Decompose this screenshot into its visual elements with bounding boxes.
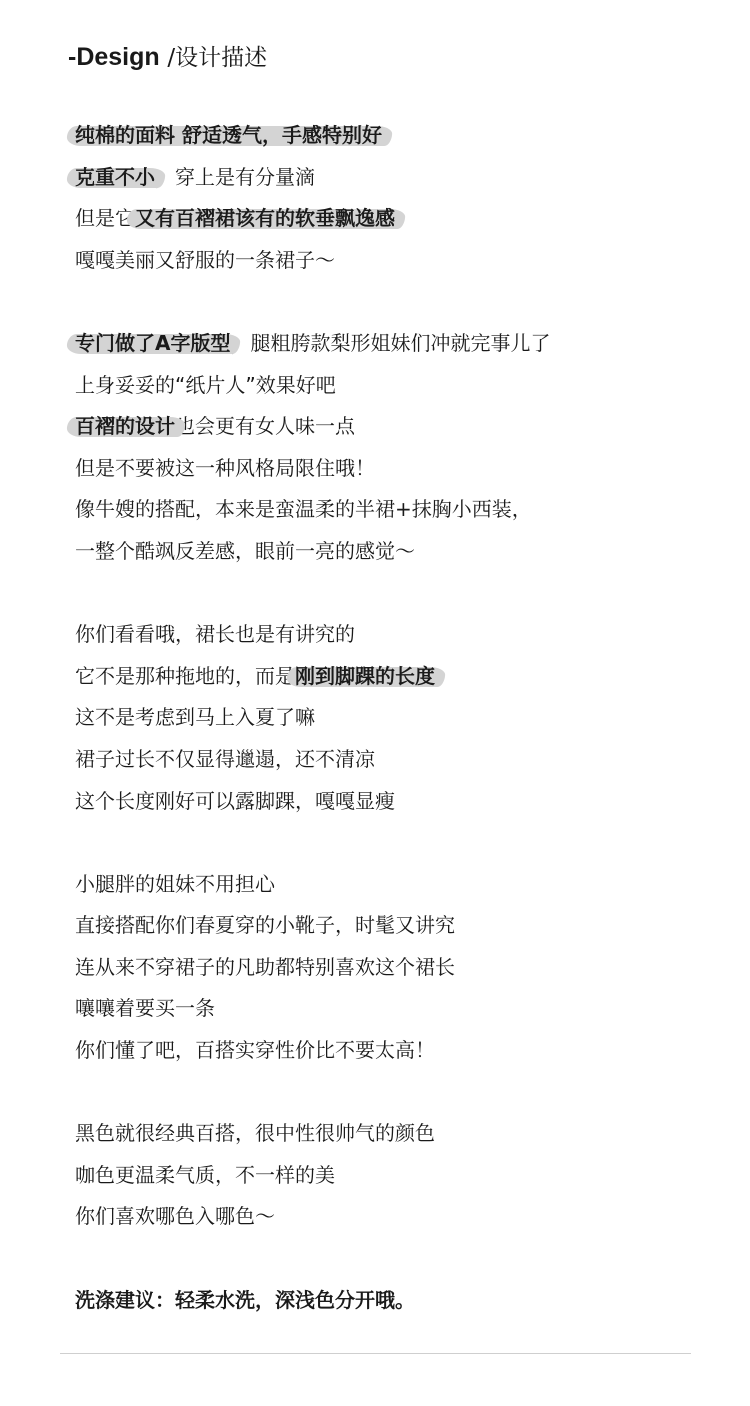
text-line: 这个长度刚好可以露脚踝，嘎嘎显瘦 <box>75 788 395 813</box>
text-line: 上身妥妥的“纸片人”效果好吧 <box>75 372 336 397</box>
text-line: 你们懂了吧，百搭实穿性价比不要太高！ <box>75 1038 435 1063</box>
text-line: 直接搭配你们春夏穿的小靴子，时髦又讲究 <box>75 913 455 938</box>
text-line: 一整个酷飒反差感，眼前一亮的感觉～ <box>75 538 415 563</box>
text-line: 咖色更温柔气质，不一样的美 <box>75 1162 335 1187</box>
text-line <box>75 323 715 365</box>
heading-chinese: /设计描述 <box>167 45 268 71</box>
plain-text: 它不是那种拖地的，而是 <box>75 663 295 688</box>
text-line <box>75 115 715 157</box>
text-line: 你们看看哦，裙长也是有讲究的 <box>75 622 355 647</box>
highlighted-text: 克重不小 <box>75 164 155 189</box>
plain-text: 也会更有女人味一点 <box>175 414 355 439</box>
care-instructions: 洗涤建议：轻柔水洗，深浅色分开哦。 <box>75 1287 415 1312</box>
text-line <box>75 157 715 199</box>
paragraph-gap <box>75 1072 715 1114</box>
section-heading <box>68 40 267 75</box>
plain-text: ，腿粗胯款梨形姐妹们冲就完事儿了 <box>230 330 551 355</box>
highlighted-text: 纯棉的面料 舒适透气，手感特别好 <box>75 123 382 147</box>
plain-text: 但是它 <box>75 206 135 231</box>
paragraph-gap <box>75 822 715 864</box>
text-line: 但是不要被这一种风格局限住哦！ <box>75 455 375 480</box>
text-line <box>75 656 715 698</box>
text-line: 连从来不穿裙子的凡助都特别喜欢这个裙长 <box>75 954 455 979</box>
highlighted-text: 百褶的设计 <box>75 414 175 439</box>
plain-text: ，穿上是有分量滴 <box>155 164 315 189</box>
highlighted-text: 刚到脚踝的长度 <box>295 663 435 688</box>
text-line <box>75 198 715 240</box>
text-line: 像牛嫂的搭配，本来是蛮温柔的半裙+抹胸小西装， <box>75 497 532 522</box>
text-line: 小腿胖的姐妹不用担心 <box>75 871 275 896</box>
bottom-divider <box>60 1353 691 1354</box>
highlighted-text: 又有百褶裙该有的软垂飘逸感 <box>135 206 395 231</box>
text-line: 这不是考虑到马上入夏了嘛 <box>75 705 315 730</box>
paragraph-gap <box>75 573 715 615</box>
text-line: 嚷嚷着要买一条 <box>75 996 215 1021</box>
heading-english: -Design <box>68 43 160 71</box>
text-line <box>75 406 715 448</box>
highlighted-text: 专门做了A字版型 <box>75 330 231 355</box>
text-line: 黑色就很经典百搭，很中性很帅气的颜色 <box>75 1121 435 1146</box>
text-line: 裙子过长不仅显得邋遢，还不清凉 <box>75 746 375 771</box>
paragraph-gap <box>75 1238 715 1280</box>
description-body <box>75 115 715 1321</box>
text-line: 嘎嘎美丽又舒服的一条裙子～ <box>75 247 335 272</box>
text-line: 你们喜欢哪色入哪色～ <box>75 1204 275 1229</box>
paragraph-gap <box>75 281 715 323</box>
